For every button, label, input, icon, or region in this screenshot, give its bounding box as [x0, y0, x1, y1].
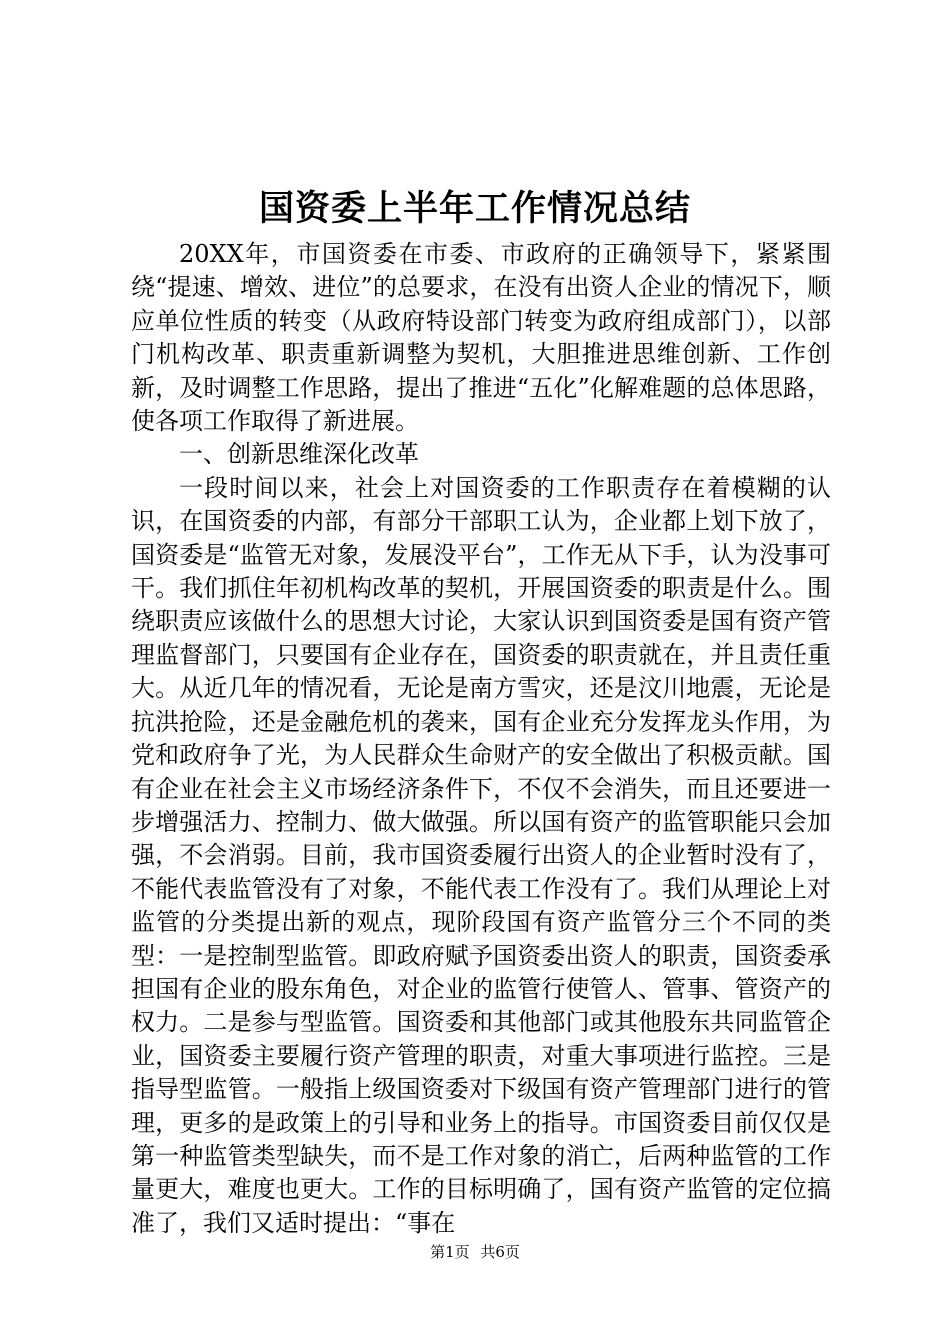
body-paragraph: 一段时间以来，社会上对国资委的工作职责存在着模糊的认识，在国资委的内部，有部分干部职工认为，企业都上划下放了，国资委是“监管无对象，发展没平台”，工作无从下手，认为没事可干。我们抓住年初机构改革的契机，开展国资委的职责是什么。围绕职责应该做什么的思想大讨论，大家认识到国资委是国有资产管理监督部门，只要国有企业存在，国资委的职责就在，并且责任重大。从近几年的情况看，无论是南方雪灾，还是汶川地震，无论是抗洪抢险，还是金融危机的袭来，国有企业充分发挥龙头作用，为党和政府争了光，为人民群众生命财产的安全做出了积极贡献。国有企业在社会主义市场经济条件下，不仅不会消失，而且还要进一步增强活力、控制力、做大做强。所以国有资产的监管职能只会加强，不会消弱。目前，我市国资委履行出资人的企业暂时没有了，不能代表监管没有了对象，不能代表工作没有了。我们从理论上对监管的分类提出新的观点，现阶段国有资产监管分三个不同的类型：一是控制型监管。即政府赋予国资委出资人的职责，国资委承担国有企业的股东角色，对企业的监管行使管人、管事、管资产的权力。二是参与型监管。国资委和其他部门或其他股东共同监管企业，国资委主要履行资产管理的职责，对重大事项进行监控。三是指导型监管。一般指上级国资委对下级国有资产管理部门进行的管理，更多的是政策上的引导和业务上的指导。市国资委目前仅仅是第一种监管类型缺失，而不是工作对象的消亡，后两种监管的工作量更大，难度也更大。工作的目标明确了，国有资产监管的定位搞准了，我们又适时提出：“事在 — [131, 473, 831, 1237]
document-body — [131, 238, 831, 1240]
page-number: 第1页 — [430, 1243, 470, 1261]
intro-paragraph: 20XX年，市国资委在市委、市政府的正确领导下，紧紧围绕“提速、增效、进位”的总要求，在没有出资人企业的情况下，顺应单位性质的转变（从政府特设部门转变为政府组成部门），以部门机构改革、职责重新调整为契机，大胆推进思维创新、工作创新，及时调整工作思路，提出了推进“五化”化解难题的总体思路，使各项工作取得了新进展。 — [131, 240, 831, 436]
page-title: 国资委上半年工作情况总结 — [258, 188, 691, 229]
page-total: 共6页 — [480, 1243, 520, 1261]
section-heading: 一、创新思维深化改革 — [179, 440, 419, 469]
page-footer — [0, 1242, 950, 1262]
